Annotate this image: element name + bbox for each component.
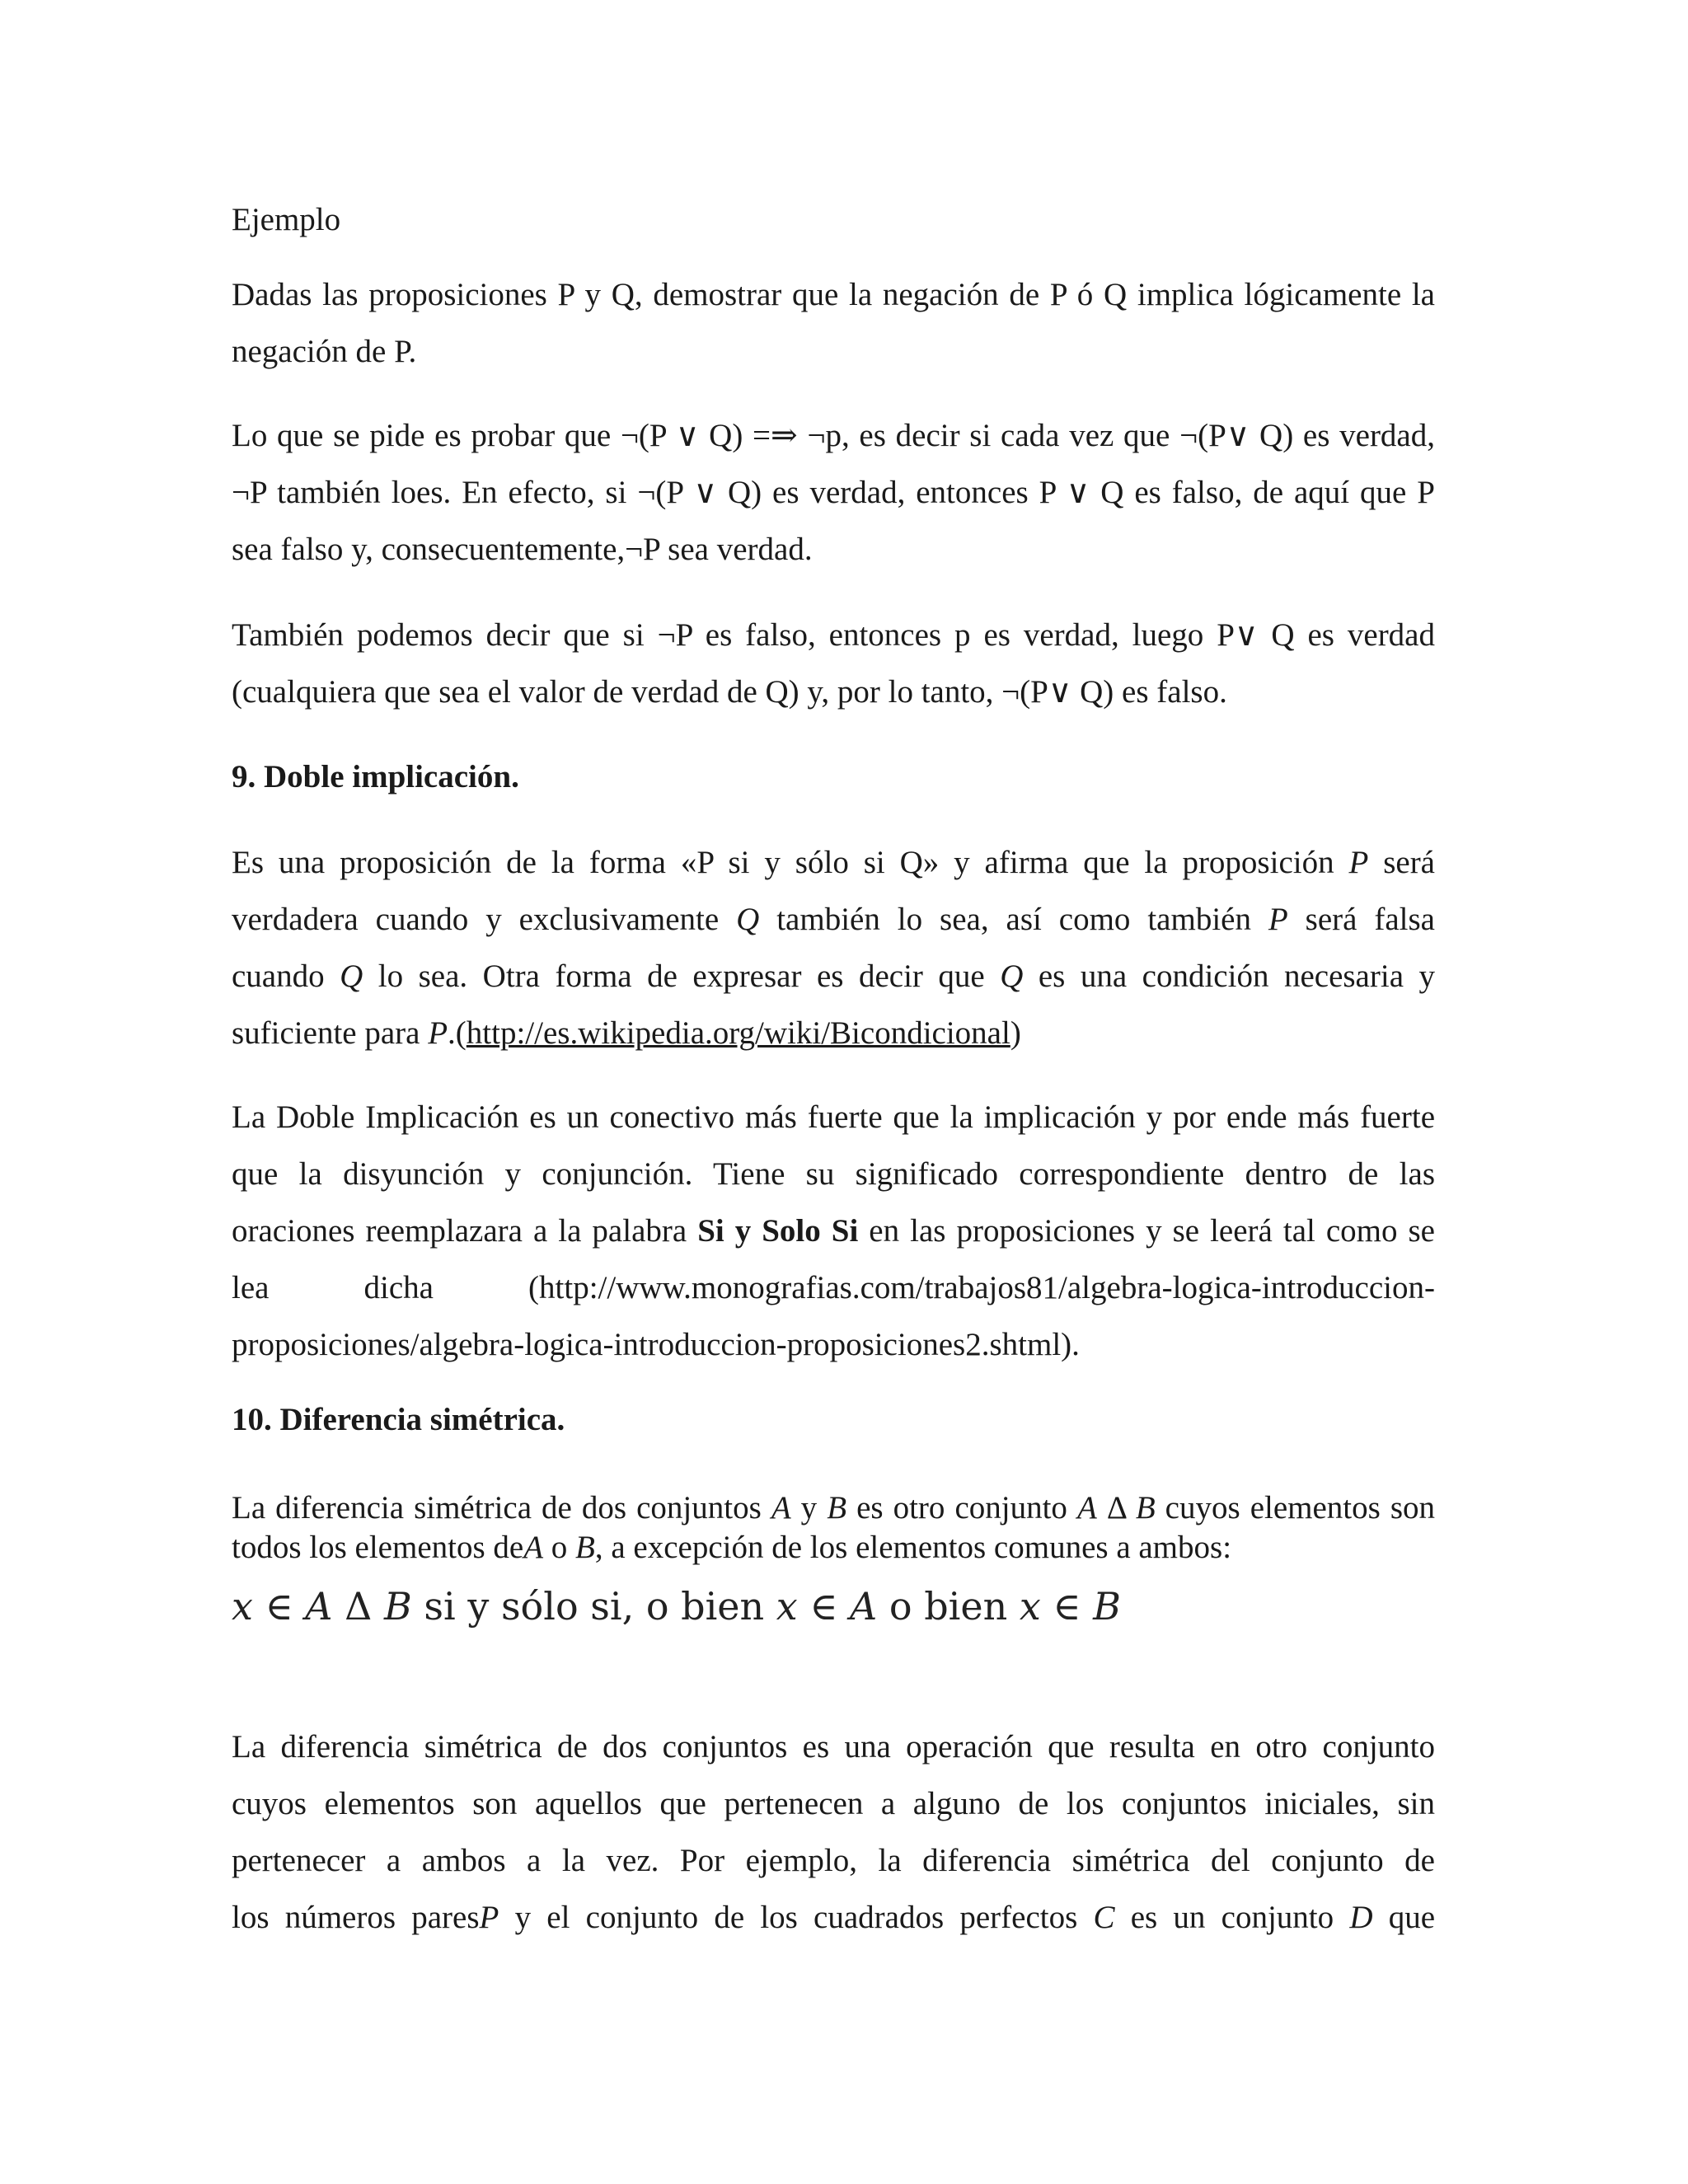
title-text: Ejemplo	[232, 202, 341, 237]
heading-doble-implicacion: 9. Doble implicación.	[232, 759, 519, 794]
formula-symmetric-difference: x ∈ A Δ B si y sólo si, o bien x ∈ A o bien x ∈ B	[232, 1584, 1121, 1629]
paragraph-5	[232, 1089, 1435, 1373]
p7-line-4: los números paresP y el conjunto de los cuadrados perfectos C es un conjunto D que	[232, 1900, 1436, 1935]
p4-line-2: verdadera cuando y exclusivamente Q también lo sea, así como también P será falsa	[232, 902, 1435, 937]
p2-line-2: ¬P también loes. En efecto, si ¬(P ∨ Q) es verdad, entonces P ∨ Q es falso, de aquí que P	[232, 475, 1435, 510]
p2-line-1: Lo que se pide es probar que ¬(P ∨ Q) =⇒ ¬p, es decir si cada vez que ¬(P∨ Q) es verdad,	[232, 418, 1435, 453]
p3-line-1: También podemos decir que si ¬P es falso, entonces p es verdad, luego P∨ Q es verdad	[232, 617, 1435, 653]
p5-line-5: proposiciones/algebra-logica-introduccion-proposiciones2.shtml).	[232, 1327, 1080, 1362]
p5-line-3: oraciones reemplazara a la palabra Si y Solo Si en las proposiciones y se leerá tal como se	[232, 1213, 1435, 1249]
p7-line-2: cuyos elementos son aquellos que pertenecen a alguno de los conjuntos iniciales, sin	[232, 1786, 1435, 1821]
paragraph-3	[232, 607, 1435, 720]
heading-diferencia-simetrica: 10. Diferencia simétrica.	[232, 1402, 565, 1437]
paragraph-7	[232, 1718, 1435, 1946]
paragraph-4	[232, 834, 1435, 1062]
paragraph-1	[232, 266, 1435, 380]
p2-line-3: sea falso y, consecuentemente,¬P sea verdad.	[232, 532, 813, 567]
p6-line-1: La diferencia simétrica de dos conjuntos A y B es otro conjunto A Δ B cuyos elementos son	[232, 1490, 1436, 1526]
p5-line-1: La Doble Implicación es un conectivo más fuerte que la implicación y por ende más fuerte	[232, 1099, 1435, 1135]
section-title	[232, 191, 1435, 248]
p4-line-1: Es una proposición de la forma «P si y sólo si Q» y afirma que la proposición P será	[232, 845, 1435, 880]
paragraph-2	[232, 407, 1435, 578]
paragraph-6	[232, 1488, 1435, 1568]
p5-line-4: lea dicha (http://www.monografias.com/trabajos81/algebra-logica-introduccion-	[232, 1270, 1435, 1305]
p3-line-2: (cualquiera que sea el valor de verdad de Q) y, por lo tanto, ¬(P∨ Q) es falso.	[232, 674, 1227, 710]
p7-line-1: La diferencia simétrica de dos conjuntos es una operación que resulta en otro conjunto	[232, 1729, 1435, 1765]
p1-line-1: Dadas las proposiciones P y Q, demostrar que la negación de P ó Q implica lógicamente la	[232, 277, 1435, 312]
p6-line-2: todos los elementos deA o B, a excepción de los elementos comunes a ambos:	[232, 1530, 1232, 1565]
wikipedia-link[interactable]: http://es.wikipedia.org/wiki/Bicondicional	[466, 1015, 1010, 1051]
p4-line-3: cuando Q lo sea. Otra forma de expresar es decir que Q es una condición necesaria y	[232, 958, 1435, 994]
p4-line-4: suficiente para P.(http://es.wikipedia.org/wiki/Bicondicional)	[232, 1015, 1021, 1051]
p7-line-3: pertenecer a ambos a la vez. Por ejemplo, la diferencia simétrica del conjunto de	[232, 1843, 1435, 1878]
p5-line-2: que la disyunción y conjunción. Tiene su significado correspondiente dentro de las	[232, 1156, 1435, 1192]
p1-line-2: negación de P.	[232, 334, 417, 369]
